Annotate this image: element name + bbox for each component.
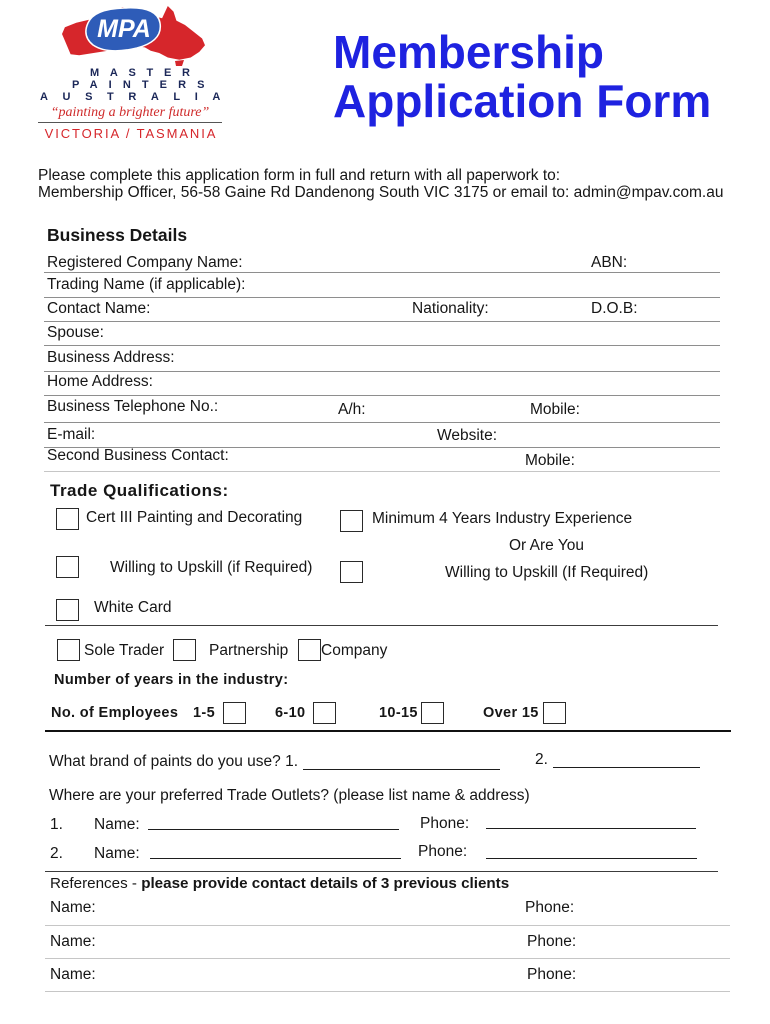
paint-brand-1-field[interactable] — [303, 769, 500, 770]
outlet-1-number: 1. — [50, 816, 63, 833]
logo-region: VICTORIA / TASMANIA — [44, 126, 218, 141]
second-business-contact-label: Second Business Contact: — [47, 447, 229, 464]
outlet-1-phone-field[interactable] — [486, 828, 696, 829]
home-address-field[interactable] — [44, 395, 720, 396]
upskill-checkbox-right[interactable] — [340, 561, 363, 583]
after-hours-label: A/h: — [338, 401, 366, 418]
outlet-2-phone-label: Phone: — [418, 843, 468, 860]
cert-iii-checkbox[interactable] — [56, 508, 79, 530]
company-label: Company — [321, 642, 388, 659]
outlet-2-name-label: Name: — [94, 845, 140, 862]
white-card-checkbox[interactable] — [56, 599, 79, 621]
website-label: Website: — [437, 427, 498, 444]
company-checkbox[interactable] — [298, 639, 321, 661]
references-heading — [50, 875, 509, 893]
reference-2-name-label: Name: — [50, 933, 96, 950]
min-experience-checkbox[interactable] — [340, 510, 363, 532]
outlet-2-phone-field[interactable] — [486, 858, 697, 859]
outlet-1-name-field[interactable] — [148, 829, 399, 830]
paint-brand-2-number: 2. — [535, 751, 548, 768]
logo-word-painters: PAINTERS — [72, 79, 216, 91]
trading-name-label: Trading Name (if applicable): — [47, 276, 246, 293]
years-in-industry-label: Number of years in the industry: — [54, 672, 289, 688]
reference-2-field[interactable] — [45, 958, 730, 959]
upskill-label-left: Willing to Upskill (if Required) — [110, 559, 313, 576]
second-contact-mobile-label: Mobile: — [525, 452, 575, 469]
registered-company-name-field[interactable] — [44, 272, 720, 273]
nationality-label: Nationality: — [412, 300, 489, 317]
business-telephone-label: Business Telephone No.: — [47, 398, 219, 415]
home-address-label: Home Address: — [47, 373, 153, 390]
reference-3-phone-label: Phone: — [527, 966, 577, 983]
outlet-2-number: 2. — [50, 845, 63, 862]
paint-brands-question: What brand of paints do you use? 1. — [49, 753, 299, 770]
employees-6-10-checkbox[interactable] — [313, 702, 336, 724]
business-address-label: Business Address: — [47, 349, 175, 366]
business-address-field[interactable] — [44, 371, 720, 372]
upskill-checkbox-left[interactable] — [56, 556, 79, 578]
mpa-emblem-icon — [36, 2, 226, 72]
mobile-label: Mobile: — [530, 401, 580, 418]
section-divider-thick — [45, 730, 731, 732]
employees-option-over-15-label: Over 15 — [483, 705, 539, 721]
email-label: E-mail: — [47, 426, 96, 443]
partnership-checkbox[interactable] — [173, 639, 196, 661]
contact-name-field[interactable] — [44, 321, 720, 322]
spouse-field[interactable] — [44, 345, 720, 346]
outlets-divider — [45, 871, 718, 872]
logo-tagline: “painting a brighter future” — [50, 105, 210, 120]
form-title-line-2: Application Form — [333, 75, 712, 127]
logo-acronym: MPA — [97, 15, 151, 43]
employees-option-10-15-label: 10-15 — [379, 705, 418, 721]
reference-1-field[interactable] — [45, 925, 730, 926]
or-are-you-label: Or Are You — [509, 537, 584, 554]
paint-brand-2-field[interactable] — [553, 767, 700, 768]
dob-label: D.O.B: — [591, 300, 638, 317]
outlet-1-phone-label: Phone: — [420, 815, 470, 832]
reference-2-phone-label: Phone: — [527, 933, 577, 950]
instructions-line-1: Please complete this application form in full and return with all paperwork to: — [38, 167, 561, 184]
business-telephone-field[interactable] — [44, 422, 720, 423]
partnership-label: Partnership — [209, 642, 289, 659]
contact-name-label: Contact Name: — [47, 300, 151, 317]
employees-over-15-checkbox[interactable] — [543, 702, 566, 724]
employees-1-5-checkbox[interactable] — [223, 702, 246, 724]
white-card-label: White Card — [94, 599, 172, 616]
logo-word-master: MASTER — [90, 67, 201, 79]
reference-1-phone-label: Phone: — [525, 899, 575, 916]
reference-3-field[interactable] — [45, 991, 730, 992]
upskill-label-right: Willing to Upskill (If Required) — [445, 564, 649, 581]
employees-label: No. of Employees — [51, 705, 179, 721]
second-business-contact-field[interactable] — [44, 471, 720, 472]
sole-trader-checkbox[interactable] — [57, 639, 80, 661]
outlet-2-name-field[interactable] — [150, 858, 401, 859]
references-instruction: please provide contact details of 3 previous clients — [141, 875, 510, 892]
business-details-heading: Business Details — [47, 225, 188, 245]
reference-3-name-label: Name: — [50, 966, 96, 983]
outlet-1-name-label: Name: — [94, 816, 140, 833]
trade-qualifications-heading: Trade Qualifications: — [50, 481, 229, 500]
sole-trader-label: Sole Trader — [84, 642, 165, 659]
tasmania-shape — [175, 60, 184, 66]
qualifications-divider — [45, 625, 718, 626]
logo-divider — [38, 122, 222, 123]
employees-10-15-checkbox[interactable] — [421, 702, 444, 724]
cert-iii-label: Cert III Painting and Decorating — [86, 509, 303, 526]
instructions-line-2: Membership Officer, 56-58 Gaine Rd Dandenong South VIC 3175 or email to: admin@mpav.com.au — [38, 184, 724, 201]
references-prefix: References - — [50, 875, 137, 892]
spouse-label: Spouse: — [47, 324, 104, 341]
form-title-line-1: Membership — [333, 26, 604, 78]
registered-company-name-label: Registered Company Name: — [47, 254, 243, 271]
reference-1-name-label: Name: — [50, 899, 96, 916]
employees-option-6-10-label: 6-10 — [275, 705, 306, 721]
employees-option-1-5-label: 1-5 — [193, 705, 216, 721]
trading-name-field[interactable] — [44, 297, 720, 298]
min-experience-label: Minimum 4 Years Industry Experience — [372, 510, 633, 527]
trade-outlets-question: Where are your preferred Trade Outlets? (please list name & address) — [49, 787, 530, 804]
abn-label: ABN: — [591, 254, 628, 271]
logo-word-australia: AUSTRALIA — [40, 91, 235, 103]
